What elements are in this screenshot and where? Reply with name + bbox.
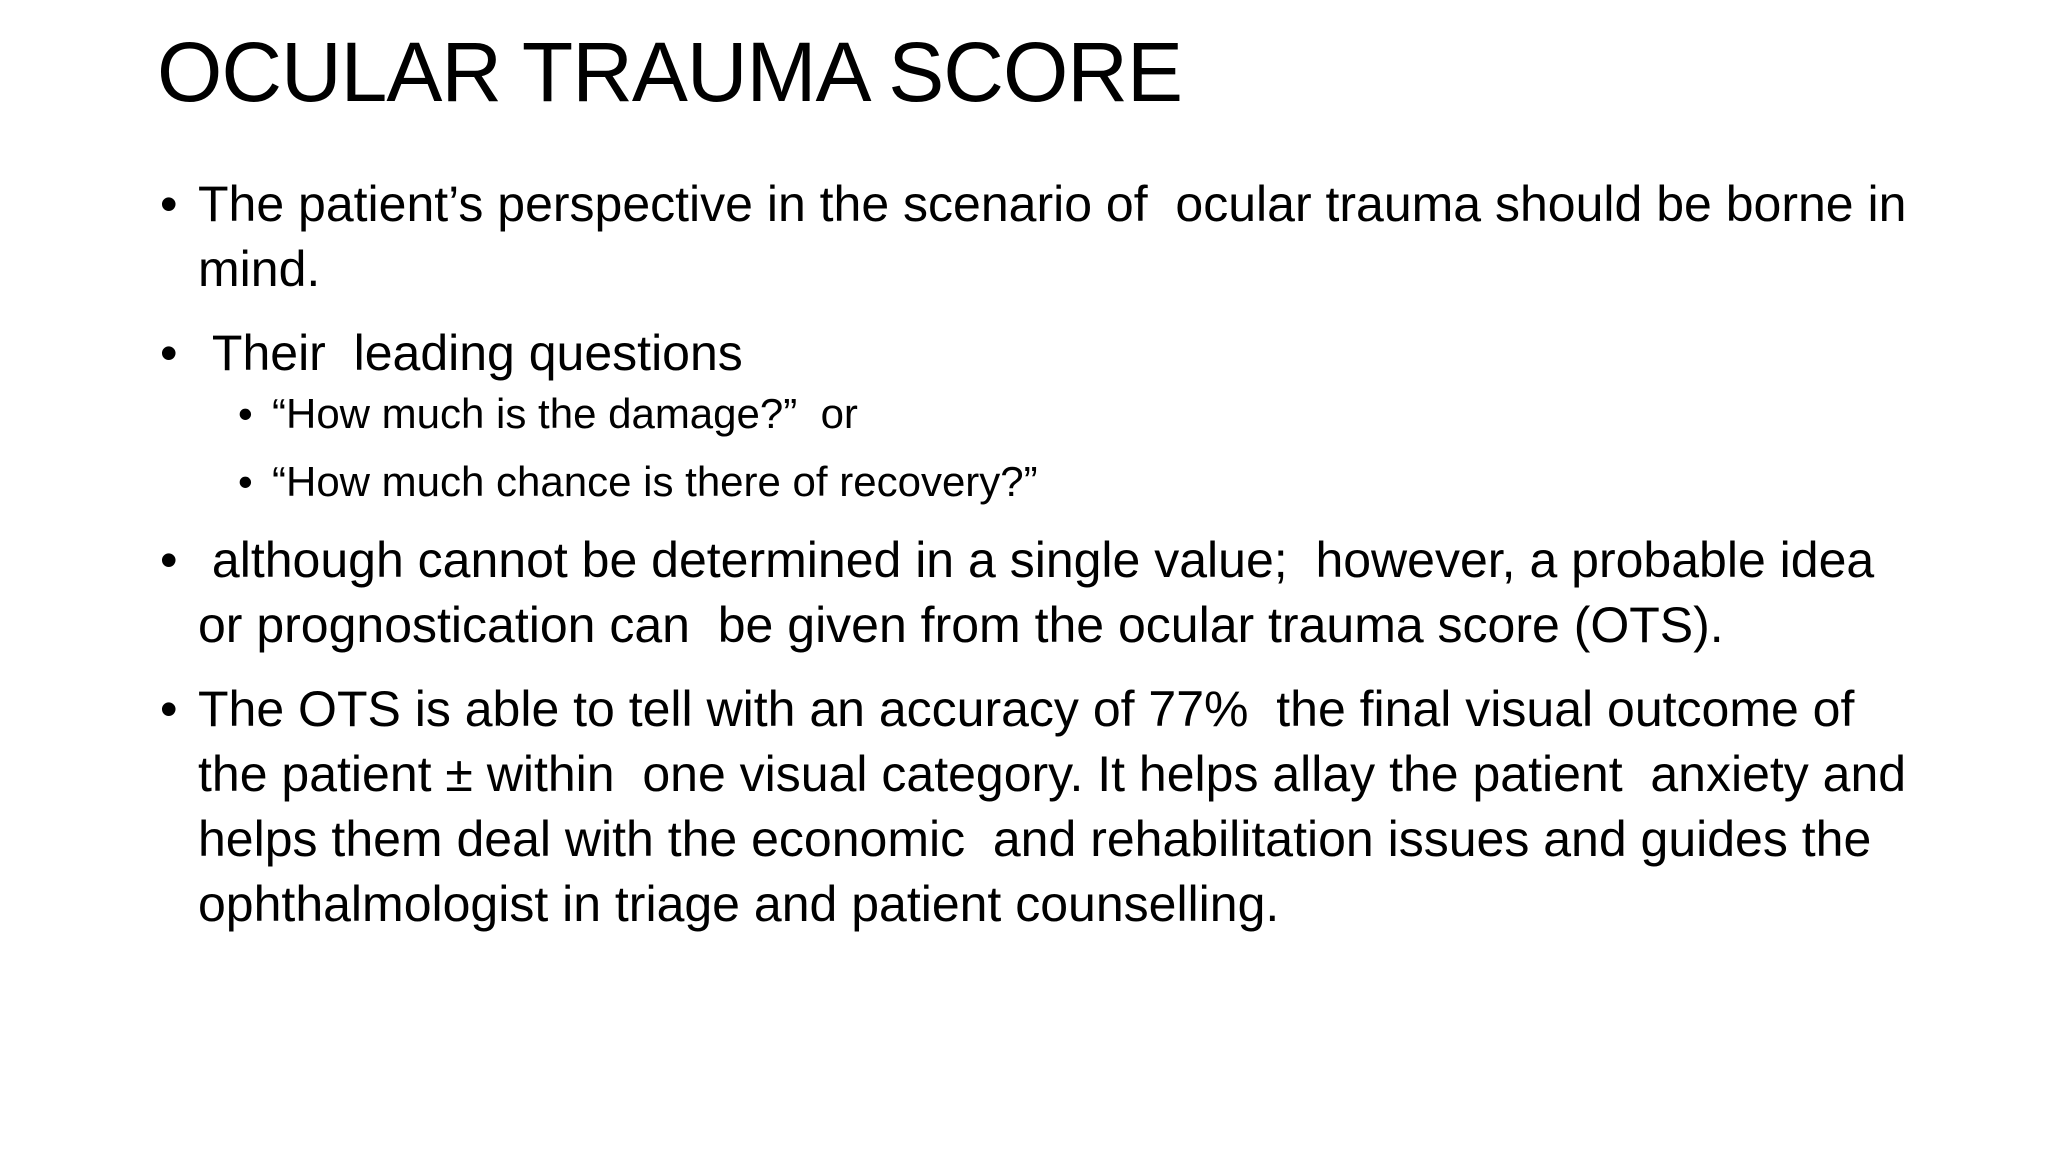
bullet-icon: • xyxy=(160,681,178,737)
bullet-text: The OTS is able to tell with an accuracy of 77% the final visual outcome of the patient ± within one visual category. It helps allay the patient anxiety and helps them deal with the economic and rehabilitation issues and guides the ophthalmologist in triage and patient counselling. xyxy=(198,681,1921,932)
bullet-item-perspective xyxy=(160,172,1920,302)
bullet-item-prognosis xyxy=(160,528,1920,658)
bullet-text: although cannot be determined in a single value; however, a probable idea or prognostication can be given from the ocular trauma score (OTS). xyxy=(198,532,1889,653)
sub-bullet-text: “How much is the damage?” or xyxy=(272,390,858,437)
sub-bullet-text: “How much chance is there of recovery?” xyxy=(272,458,1038,505)
bullet-text: Their leading questions xyxy=(198,325,743,381)
bullet-icon: • xyxy=(160,325,178,381)
sub-bullet-item-damage xyxy=(238,386,1920,442)
bullet-icon: • xyxy=(238,458,253,505)
bullet-text: The patient’s perspective in the scenario of ocular trauma should be borne in mind. xyxy=(198,176,1921,297)
bullet-icon: • xyxy=(160,176,178,232)
bullet-list xyxy=(160,172,1920,956)
slide-title: OCULAR TRAUMA SCORE xyxy=(157,25,1182,119)
bullet-item-questions xyxy=(160,321,1920,386)
bullet-icon: • xyxy=(160,532,178,588)
bullet-icon: • xyxy=(238,390,253,437)
sub-bullet-list xyxy=(160,386,1920,510)
bullet-item-accuracy xyxy=(160,677,1920,937)
sub-bullet-item-recovery xyxy=(238,454,1920,510)
